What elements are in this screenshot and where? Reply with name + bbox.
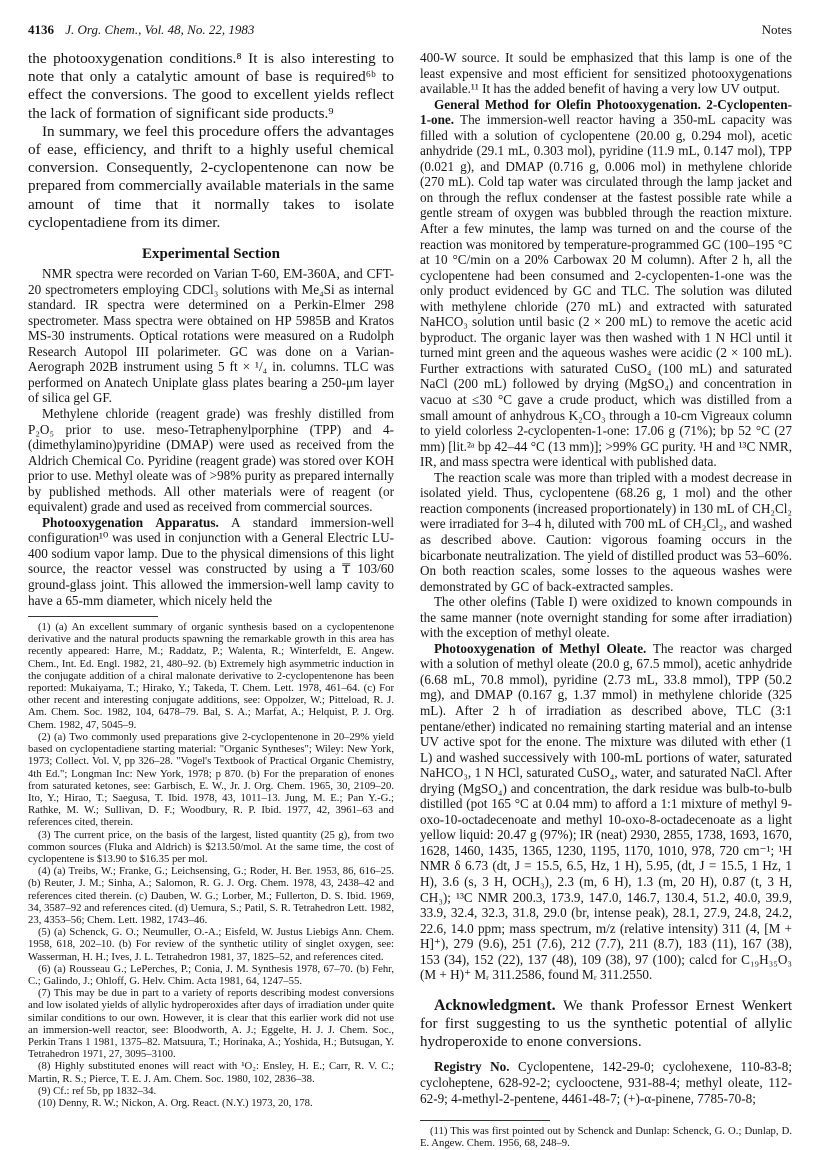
running-header (28, 22, 792, 42)
apparatus-heading: Photooxygenation Apparatus. (42, 514, 219, 530)
paragraph-general-method (420, 97, 792, 470)
paragraph-other-olefins: The other olefins (Table I) were oxidized to known compounds in the same manner (note overnight standing for some after irradiation) with the exception of methyl oleate. (420, 594, 792, 641)
paragraph-methyl-oleate (420, 641, 792, 983)
footnote-11: (11) This was first pointed out by Schenck and Dunlap: Schenck, G. O.; Dunlap, D. E. Angew. Chem. 1956, 68, 248–9. (420, 1125, 792, 1150)
footnote-5: (5) (a) Schenck, G. O.; Neumuller, O.-A.; Eisfeld, W. Justus Liebigs Ann. Chem. 1958, 618, 202–10. (b) For review of the synthetic utility of singlet oxygen, see: Wasserman, H. H.; Ives, J. L. Tetrahedron 1981, 37, 1825–52, and references cited. (28, 926, 394, 963)
section-label: Notes (761, 22, 792, 37)
footnote-6: (6) (a) Rousseau G.; LePerches, P.; Conia, J. M. Synthesis 1978, 67–70. (b) Fehr, C.; Galindo, J.; Ohloff, G. Helv. Chim. Acta 1981, 64, 1247–55. (28, 962, 394, 987)
page-number: 4136 (28, 22, 54, 37)
general-method-text: The immersion-well reactor having a 350-mL capacity was filled with a solution of cyclopentene (20.00 g, 0.294 mol), acetic anhydride (29.1 mL, 0.303 mol), pyridine (11.9 mL, 0.147 mol), TPP (0.021 g), and DMAP (0.716 g, 0.006 mol) in methylene chloride (270 mL). Cold tap water was circulated through the lamp jacket and on through the reflux condenser at the fastest possible rate while a gentle stream of oxygen was bubbled through the reaction mixture. After a few minutes, the lamp was turned on and the course of the reaction was monitored by temperature-programmed GC (100–195 °C at 10 °C/min on a 20% Carbowax 20 M column). After 2 h, all the cyclopentene had been consumed and 2-cyclopenten-1-one was the only product evidenced by GC and TLC. The solution was diluted with methylene chloride (270 mL) and extracted with saturated NaHCO₃ solution until basic (2 × 200 mL) to remove the acetic acid byproduct. The organic layer was then washed with 1 N HCl until it turned mint green and the aqueous washes were acidic (2 × 100 mL). Further extractions with saturated CuSO₄ (100 mL) and saturated NaCl (200 mL) followed by drying (MgSO₄) and concentration in vacuo at ≤30 °C gave a crude product, which was distilled from a small amount of anhydrous K₂CO₃ through a 10-cm Vigreaux column to yield colorless 2-cyclopenten-1-one: 17.06 g (71%); bp 52 °C (27 mm) [lit.²ᵃ bp 42–44 °C (13 mm)]; >99% GC purity. ¹H and ¹³C NMR, IR, and mass spectra were identical with published data. (420, 112, 792, 470)
methyl-oleate-text: The reactor was charged with a solution of methyl oleate (20.0 g, 67.5 mmol), acetic anhydride (6.68 mL, 70.8 mmol), pyridine (2.73 mL, 33.8 mmol), TPP (50.2 mg), and DMAP (0.167 g, 1.37 mmol) in methylene chloride (325 mL). After 2 h of irradiation as described above, TLC (3:1 pentane/ether) indicated no remaining starting material and an intense UV active spot for the enone. The mixture was diluted with ether (1 L) and washed successively with 100-mL portions of water, saturated NaHCO₃, 1 N HCl, saturated CuSO₄, water, and saturated NaCl. After drying (MgSO₄) and concentration, the dark residue was bulb-to-bulb distilled (pot 165 °C at 0.04 mm) to afford a 1:1 mixture of methyl 9-oxo-10-octadecenoate and methyl 10-oxo-8-octadecenoate as a light yellow liquid: 20.47 g (97%); IR (neat) 2930, 2855, 1738, 1693, 1670, 1628, 1460, 1435, 1365, 1230, 1195, 1170, 1010, 978, 720 cm⁻¹; ¹H NMR δ 6.73 (dt, J = 15.5, 6.5, Hz, 1 H), 5.95, (dt, J = 15.5, 1 Hz, 1 H), 3.6 (s, 3 H, OCH₃), 2.3 (m, 6 H), 1.3 (m, 20 H), 0.87 (t, 3 H, CH₃); ¹³C NMR 200.3, 173.9, 147.0, 146.7, 130.4, 51.2, 40.0, 39.9, 33.9, 32.4, 32.3, 31.8, 29.0 (br, intense peak), 28.1, 27.9, 24.8, 24.2, 22.6, 14.0 ppm; mass spectrum, m/z (relative intensity) 311 (4, [M + H]⁺), 279 (9.6), 251 (7.6), 212 (7.7), 211 (8.7), 183 (11), 167 (38), 153 (34), 152 (22), 137 (48), 109 (38), 97 (100); calcd for C₁₉H₃₅O₃ (M + H)⁺ Mᵣ 311.2586, found Mᵣ 311.2550. (420, 640, 792, 983)
paragraph-scale-up: The reaction scale was more than tripled with a modest decrease in isolated yield. Thus, cyclopentene (68.26 g, 1 mol) and the other reaction components (increased proportionately) in 130 mL of CH₂Cl₂ were irradiated for 3–4 h, diluted with 700 mL of CH₂Cl₂, and washed as described above. Caution: vigorous foaming occurs in the bicarbonate neutralization. The yield of distilled product was 53–60%. On both reaction scales, some losses to the aqueous washes were demonstrated by GC of back-extracted samples. (420, 469, 792, 594)
paragraph-instruments: NMR spectra were recorded on Varian T-60, EM-360A, and CFT-20 spectrometers employing CDCl₃ solutions with Me₄Si as internal standard. IR spectra were determined on a Perkin-Elmer 298 spectrometer. Mass spectra were obtained on HP 5985B and Kratos MS-30 instruments. Optical rotations were measured on a Rudolph Research Autopol III polarimeter. GC was done on a Varian-Aerograph 202B instrument using 5 ft × ¹/₄ in. columns. TLC was performed on Anatech Uniplate glass plates bearing a 250-μm layer of silica gel GF. (28, 266, 394, 406)
footnote-1: (1) (a) An excellent summary of organic synthesis based on a cyclopentenone derivative and the natural products spawning the remarkable growth in this area has recently appeared: Harre, M.; Raddatz, P.; Walenta, R.; Winterfeldt, E. Angew. Chem., Int. Ed. Engl. 1982, 21, 480–92. (b) Extremely high asymmetric induction in the conjugate addition of a chiral malonate derivative to 2-cyclopentenone has been reported: Mukaiyama, T.; Hirako, Y.; Takeda, T. Chem. Lett. 1978, 461–64. (c) For other recent and interesting conjugate additions, see: Oppolzer, W.; Pitteload, R. J. Am. Chem. Soc. 1982, 104, 6478–79. Bal, S. A.; Marfat, A.; Helquist, P. J. Org. Chem. 1982, 47, 5045–9. (28, 621, 394, 731)
experimental-heading: Experimental Section (142, 246, 280, 263)
registry-text: Cyclopentene, 142-29-0; cyclohexene, 110-83-8; cycloheptene, 628-92-2; cyclooctene, 931-88-4; methyl oleate, 112-62-9; 4-methyl-2-pentene, 4461-48-7; (+)-α-pinene, 7785-70-8; (420, 1059, 793, 1106)
header-left (28, 22, 254, 38)
footnote-7: (7) This may be due in part to a variety of reports describing modest conversions and low isolated yields of allylic hydroperoxides after days of irradiation under quite similar conditions to our own. However, it is clear that this earlier work did not use an immersion-well reactor, see: Bloodworth, A. J.; Eggelte, H. J. J. Chem. Soc., Perkin Trans 1 1981, 1375–82. Matsuura, T.; Horinaka, A.; Yoshida, H.; Butsugan, Y. Tetrahedron 1971, 27, 3095–3100. (28, 987, 394, 1061)
paragraph-lamp-source: 400-W source. It sould be emphasized that this lamp is one of the least expensive and most efficient for sensitized photooxygenations available.¹¹ It has the added benefit of having a very low UV output. (420, 50, 792, 97)
footnote-9: (9) Cf.: ref 5b, pp 1832–34. (38, 1084, 157, 1097)
footnote-10: (10) Denny, R. W.; Nickon, A. Org. React. (N.Y.) 1973, 20, 178. (38, 1096, 313, 1109)
acknowledgment-heading: Acknowledgment. (434, 996, 556, 1014)
journal-citation: J. Org. Chem., Vol. 48, No. 22, 1983 (65, 22, 255, 37)
general-method-heading: General Method for Olefin Photooxygenation. 2-Cyclopenten-1-one. (420, 96, 792, 128)
acknowledgment (420, 997, 792, 1052)
footnote-4: (4) (a) Treibs, W.; Franke, G.; Leichsensing, G.; Roder, H. Ber. 1953, 86, 616–25. (b) Reuter, J. M.; Sinha, A.; Salomon, R. G. J. Org. Chem. 1978, 43, 2438–42 and references cited therein. (c) Dauben, W. G.; Lorber, M.; Fullerton, D. S. Ibid. 1969, 34, 3587–92 and references cited. (d) Uemura, S.; Patil, S. R. Tetrahedron Lett. 1982, 23, 4353–56; Chem. Lett. 1982, 1743–46. (28, 865, 394, 926)
registry-heading: Registry No. (434, 1059, 510, 1075)
paragraph-conditions: the photooxygenation conditions.⁸ It is also interesting to note that only a catalytic amount of base is required⁶ᵇ to effect the conversions. The good to excellent yields reflect the lack of formation of significant side products.⁹ (28, 50, 394, 122)
left-column (28, 50, 394, 1109)
footnotes (28, 621, 394, 1109)
footnote-8: (8) Highly substituted enones will react with ¹O₂: Ensley, H. E.; Carr, R. V. C.; Martin, R. S.; Pierce, T. E. J. Am. Chem. Soc. 1980, 102, 2836–38. (28, 1060, 394, 1085)
paragraph-reagents: Methylene chloride (reagent grade) was freshly distilled from P₂O₅ prior to use. meso-Tetraphenylporphine (TPP) and 4-(dimethylamino)pyridine (DMAP) were used as received from the Aldrich Chemical Co. Pyridine (reagent grade) was stored over KOH prior to use. Methyl oleate was of >98% purity as prepared internally by published methods. All other materials were of reagent (or equivalent) grade and used as received from commercial sources. (28, 405, 394, 515)
registry-numbers (420, 1059, 792, 1106)
methyl-oleate-heading: Photooxygenation of Methyl Oleate. (434, 640, 647, 656)
footnote-2: (2) (a) Two commonly used preparations give 2-cyclopentenone in 20–29% yield based on cyclopentadiene starting material: "Organic Syntheses"; Wiley: New York, 1973; Collect. Vol. V, pp 326–28. "Vogel's Textbook of Practical Organic Chemistry, 4th Ed."; Longman Inc: New York, 1978; p 870. (b) For the preparation of enones from saturated ketones, see: Garbisch, E. W., Jr. J. Org. Chem. 1965, 30, 2109–20. Ito, Y.; Hirao, T.; Saegusa, T. Ibid. 1978, 43, 1011–13. Jung, M. E.; Pan Y.-G.; Rathke, M. W.; Sullivan, D. F.; Woodbury, R. P. Ibid. 1977, 42, 3961–63 and references cited, therein. (28, 730, 394, 829)
acknowledgment-text: We thank Professor Ernest Wenkert for first suggesting to us the synthetic potential of allylic hydroperoxide to enone conversions. (420, 997, 792, 1051)
paragraph-summary: In summary, we feel this procedure offers the advantages of ease, efficiency, and thrift to a highly useful chemical conversion. Consequently, 2-cyclopentenone can now be prepared from commercially available materials in the same amount of time that it normally takes to isolate cyclopentadiene from its dimer. (28, 122, 394, 231)
right-column (420, 50, 792, 1150)
apparatus-text: A standard immersion-well configuration¹⁰ was used in conjunction with a General Electric LU-400 sodium vapor lamp. Due to the physical dimensions of this light source, the reactor vessel was constructed by using a ₸ 103/60 ground-glass joint. This allowed the immersion-well lamp cavity to have a 65-mm diameter, which nicely held the (28, 514, 394, 608)
paragraph-apparatus (28, 515, 394, 608)
footnote-rule-right (420, 1120, 550, 1121)
footnote-rule (28, 616, 158, 617)
footnote-3: (3) The current price, on the basis of the largest, listed quantity (25 g), from two common sources (Fluka and Aldrich) is $213.50/mol. At the same time, the cost of cyclopentene is $13.90 to $16.35 per mol. (28, 828, 394, 865)
